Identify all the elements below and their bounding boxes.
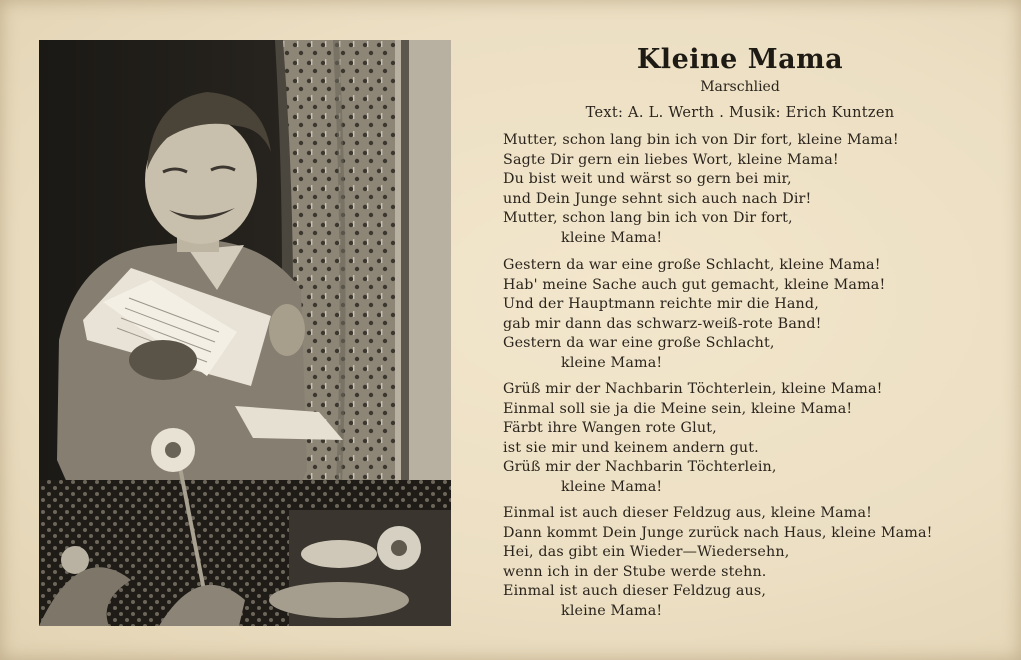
lyric-refrain: kleine Mama! <box>561 602 663 619</box>
window-pane <box>391 40 451 540</box>
stanza-1 <box>503 131 993 249</box>
lyric-line: Gestern da war eine große Schlacht, <box>503 335 775 352</box>
lyric-line: Grüß mir der Nachbarin Töchterlein, <box>503 459 777 476</box>
lyric-line: Du bist weit und wärst so gern bei mir, <box>503 171 792 188</box>
lyric-line: wenn ich in der Stube werde stehn. <box>503 563 767 580</box>
lyric-line: Färbt ihre Wangen rote Glut, <box>503 420 717 437</box>
song-credits: Text: A. L. Werth . Musik: Erich Kuntzen <box>585 105 895 121</box>
lyric-line: Einmal ist auch dieser Feldzug aus, kleine Mama! <box>503 505 873 521</box>
photograph-woman-reading-letter <box>39 40 451 626</box>
stanza-4 <box>503 504 993 622</box>
lyric-line: Hab' meine Sache auch gut gemacht, kleine Mama! <box>503 276 886 293</box>
lyric-line: Grüß mir der Nachbarin Töchterlein, kleine Mama! <box>503 381 883 397</box>
lyric-line: Dann kommt Dein Junge zurück nach Haus, kleine Mama! <box>503 524 933 541</box>
lyric-line: Hei, das gibt ein Wieder—Wiedersehn, <box>503 544 790 561</box>
lyric-line: Mutter, schon lang bin ich von Dir fort, <box>503 210 793 227</box>
lyric-line: ist sie mir und keinem andern gut. <box>503 439 759 456</box>
stanza-2 <box>503 256 993 374</box>
lyric-line: und Dein Junge sehnt sich auch nach Dir! <box>503 190 812 207</box>
lyric-line: Sagte Dir gern ein liebes Wort, kleine Mama! <box>503 151 839 168</box>
stanza-3 <box>503 380 993 498</box>
lyric-line: Und der Hauptmann reichte mir die Hand, <box>503 296 819 313</box>
lyric-refrain: kleine Mama! <box>561 229 663 246</box>
lyric-line: Einmal soll sie ja die Meine sein, kleine Mama! <box>503 400 853 417</box>
lyric-line: Einmal ist auch dieser Feldzug aus, <box>503 583 767 600</box>
bowl <box>301 540 377 568</box>
lyric-refrain: kleine Mama! <box>561 354 663 371</box>
lyric-line: gab mir dann das schwarz-weiß-rote Band! <box>503 315 822 332</box>
lyric-line: Gestern da war eine große Schlacht, kleine Mama! <box>503 257 881 273</box>
song-title: Kleine Mama <box>636 44 844 75</box>
lyric-refrain: kleine Mama! <box>561 478 663 495</box>
lyric-line: Mutter, schon lang bin ich von Dir fort, kleine Mama! <box>503 132 899 148</box>
song-subtitle: Marschlied <box>700 79 780 95</box>
